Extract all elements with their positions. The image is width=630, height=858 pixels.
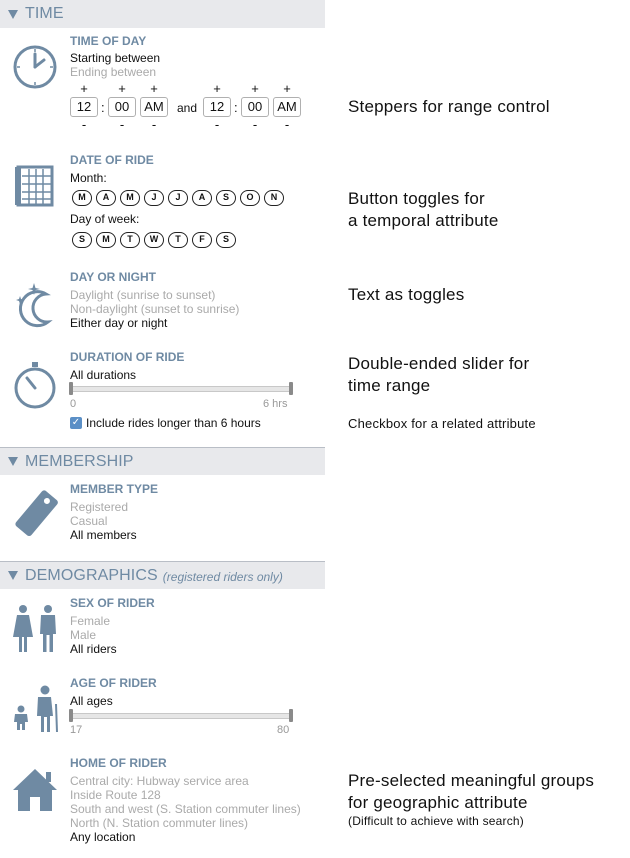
month-toggle[interactable]: O <box>240 190 260 206</box>
age-filter <box>70 676 157 708</box>
weekday-toggle[interactable]: T <box>168 232 188 248</box>
decrement-button[interactable]: - <box>252 117 258 132</box>
duration-min-label: 0 <box>70 398 77 410</box>
day-or-night-heading: DAY OR NIGHT <box>70 270 157 284</box>
end-ampm-stepper <box>273 83 301 131</box>
slider-min-handle[interactable] <box>69 382 73 395</box>
section-header-time[interactable] <box>0 0 325 28</box>
section-title: TIME <box>25 5 64 22</box>
section-note: (registered riders only) <box>162 569 283 584</box>
end-minute-stepper <box>241 83 269 131</box>
month-toggle[interactable]: M <box>72 190 92 206</box>
day-or-night-filter <box>70 270 239 330</box>
decrement-button[interactable]: - <box>119 117 125 132</box>
annotation-toggles <box>348 188 498 232</box>
clock-icon <box>12 44 58 90</box>
increment-button[interactable]: + <box>213 81 221 96</box>
north-option[interactable]: North (N. Station commuter lines) <box>70 816 249 830</box>
slider-max-handle[interactable] <box>289 382 293 395</box>
registered-option[interactable]: Registered <box>70 500 129 514</box>
month-label: Month: <box>70 171 107 185</box>
slider-max-handle[interactable] <box>289 709 293 722</box>
home-filter <box>70 756 301 844</box>
month-toggles <box>72 190 284 206</box>
moon-and-stars-icon <box>12 280 58 328</box>
annotation-groups-line3: (Difficult to achieve with search) <box>348 814 524 828</box>
annotation-slider-line2: time range <box>348 376 431 395</box>
south-and-west-option[interactable]: South and west (S. Station commuter lines) <box>70 802 301 816</box>
date-of-ride-filter <box>70 153 154 185</box>
age-heading: AGE OF RIDER <box>70 676 157 690</box>
include-long-rides-checkbox[interactable]: ✓ <box>71 417 81 428</box>
weekday-toggle[interactable]: F <box>192 232 212 248</box>
weekday-label-block <box>70 212 139 226</box>
either-day-or-night-option[interactable]: Either day or night <box>70 316 168 330</box>
home-heading: HOME OF RIDER <box>70 756 167 770</box>
annotation-toggles-line1: Button toggles for <box>348 189 485 208</box>
annotation-slider <box>348 353 529 397</box>
month-toggle[interactable]: S <box>216 190 236 206</box>
section-title: DEMOGRAPHICS <box>25 566 158 584</box>
age-min-label: 17 <box>70 724 83 736</box>
increment-button[interactable]: + <box>251 81 259 96</box>
time-of-day-filter <box>70 34 160 79</box>
month-toggle[interactable]: J <box>168 190 188 206</box>
inside-route-128-option[interactable]: Inside Route 128 <box>70 788 161 802</box>
non-daylight-option[interactable]: Non-daylight (sunset to sunrise) <box>70 302 240 316</box>
section-header-membership[interactable] <box>0 447 325 475</box>
time-of-day-heading: TIME OF DAY <box>70 34 147 48</box>
male-option[interactable]: Male <box>70 628 97 642</box>
calendar-icon <box>14 163 56 209</box>
female-option[interactable]: Female <box>70 614 111 628</box>
slider-track[interactable] <box>69 386 293 392</box>
weekday-toggles <box>72 232 236 248</box>
decrement-button[interactable]: - <box>81 117 87 132</box>
end-ampm-value[interactable]: AM <box>273 97 301 117</box>
duration-value: All durations <box>70 368 137 382</box>
starting-between-option[interactable]: Starting between <box>70 51 161 65</box>
month-toggle[interactable]: J <box>144 190 164 206</box>
collapse-triangle-icon[interactable] <box>8 10 18 19</box>
slider-min-handle[interactable] <box>69 709 73 722</box>
ending-between-option[interactable]: Ending between <box>70 65 157 79</box>
date-of-ride-heading: DATE OF RIDE <box>70 153 154 167</box>
and-label: and <box>177 101 198 115</box>
any-location-option[interactable]: Any location <box>70 830 136 844</box>
collapse-triangle-icon[interactable] <box>8 571 18 580</box>
month-toggle[interactable]: A <box>192 190 212 206</box>
member-type-heading: MEMBER TYPE <box>70 482 159 496</box>
end-minute-value[interactable]: 00 <box>241 97 269 117</box>
start-hour-stepper <box>70 83 98 131</box>
increment-button[interactable]: + <box>150 81 158 96</box>
duration-range-slider[interactable] <box>69 381 293 397</box>
weekday-label: Day of week: <box>70 212 140 226</box>
stopwatch-icon <box>12 358 58 410</box>
increment-button[interactable]: + <box>118 81 126 96</box>
annotation-groups-line1: Pre-selected meaningful groups <box>348 771 595 790</box>
annotation-toggles-line2: a temporal attribute <box>348 211 499 230</box>
time-separator: : <box>101 100 105 115</box>
decrement-button[interactable]: - <box>151 117 157 132</box>
decrement-button[interactable]: - <box>214 117 220 132</box>
duration-max-label: 6 hrs <box>263 398 288 410</box>
decrement-button[interactable]: - <box>284 117 290 132</box>
sex-filter <box>70 596 155 656</box>
weekday-toggle[interactable]: S <box>216 232 236 248</box>
all-riders-option[interactable]: All riders <box>70 642 117 656</box>
weekday-toggle[interactable]: W <box>144 232 164 248</box>
member-tag-icon <box>10 486 62 542</box>
age-range-slider[interactable] <box>69 708 293 724</box>
age-max-label: 80 <box>277 724 290 736</box>
slider-track[interactable] <box>69 713 293 719</box>
weekday-toggle[interactable]: M <box>96 232 116 248</box>
increment-button[interactable]: + <box>80 81 88 96</box>
duration-filter <box>70 350 184 382</box>
annotation-checkbox: Checkbox for a related attribute <box>348 416 536 431</box>
annotation-slider-line1: Double-ended slider for <box>348 354 530 373</box>
casual-option[interactable]: Casual <box>70 514 108 528</box>
start-ampm-value[interactable]: AM <box>140 97 168 117</box>
month-toggle[interactable]: N <box>264 190 284 206</box>
start-minute-stepper <box>108 83 136 131</box>
duration-heading: DURATION OF RIDE <box>70 350 185 364</box>
start-minute-value[interactable]: 00 <box>108 97 136 117</box>
end-hour-value[interactable]: 12 <box>203 97 231 117</box>
sex-heading: SEX OF RIDER <box>70 596 155 610</box>
weekday-toggle[interactable]: T <box>120 232 140 248</box>
house-icon <box>10 766 60 814</box>
member-type-filter <box>70 482 158 542</box>
month-toggle[interactable]: M <box>120 190 140 206</box>
start-hour-value[interactable]: 12 <box>70 97 98 117</box>
section-header-demographics[interactable] <box>0 561 325 589</box>
age-value: All ages <box>70 694 113 708</box>
female-male-icon <box>10 604 62 654</box>
child-and-elder-icon <box>10 684 62 734</box>
increment-button[interactable]: + <box>283 81 291 96</box>
weekday-toggle[interactable]: S <box>72 232 92 248</box>
include-long-rides-label: Include rides longer than 6 hours <box>86 416 261 430</box>
time-separator: : <box>234 100 238 115</box>
section-title: MEMBERSHIP <box>25 452 134 470</box>
annotation-steppers: Steppers for range control <box>348 97 550 116</box>
central-city-option[interactable]: Central city: Hubway service area <box>70 774 249 788</box>
include-long-rides-checkbox-row[interactable] <box>70 416 261 430</box>
end-hour-stepper <box>203 83 231 131</box>
annotation-text-toggles: Text as toggles <box>348 285 465 304</box>
daylight-option[interactable]: Daylight (sunrise to sunset) <box>70 288 216 302</box>
collapse-triangle-icon[interactable] <box>8 457 18 466</box>
start-ampm-stepper <box>140 83 168 131</box>
month-toggle[interactable]: A <box>96 190 116 206</box>
all-members-option[interactable]: All members <box>70 528 137 542</box>
annotation-groups <box>348 770 594 828</box>
annotation-groups-line2: for geographic attribute <box>348 793 528 812</box>
